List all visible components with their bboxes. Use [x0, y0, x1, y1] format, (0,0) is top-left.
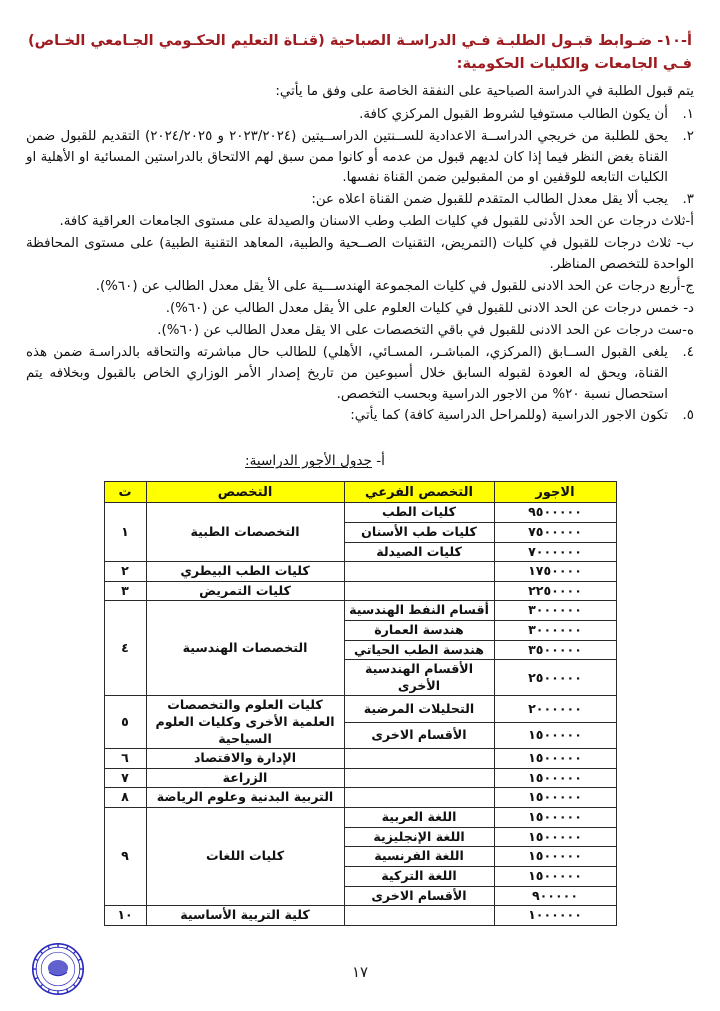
- cell-fee: ٧٥٠٠٠٠٠: [494, 522, 616, 542]
- clause-item: [22, 406, 698, 427]
- cell-index: ٦: [104, 749, 146, 769]
- cell-subspecialty: [344, 562, 494, 582]
- clause-item: [22, 127, 698, 190]
- cell-subspecialty: اللغة التركية: [344, 866, 494, 886]
- cell-fee: ٣٠٠٠٠٠٠: [494, 620, 616, 640]
- clause-item: [22, 190, 698, 211]
- cell-specialty: كليات الطب البيطري: [146, 562, 344, 582]
- intro-paragraph: يتم قبول الطلبة في الدراسة الصباحية على النفقة الخاصة على وفق ما يأتي:: [275, 83, 694, 99]
- fees-table-head: [104, 482, 616, 503]
- cell-subspecialty: كليات الطب: [344, 503, 494, 523]
- cell-fee: ١٥٠٠٠٠٠: [494, 827, 616, 847]
- table-row: [104, 562, 616, 582]
- cell-subspecialty: [344, 581, 494, 601]
- cell-fee: ١٠٠٠٠٠٠: [494, 906, 616, 926]
- cell-specialty: التربية البدنية وعلوم الرياضة: [146, 788, 344, 808]
- table-row: [104, 503, 616, 523]
- clause-text: يلغى القبول الســابق (المركزي، المباشـر، المسـائي، الأهلي) للطالب حال مباشرته والتحاقه بالدراسـة ضمن هذه القناة، ويحق له العودة لقبوله السابق خلال أسبوعين من تاريخ إصدار الأمر الوزاري الخاص بالقبول وبخلافه يتم استحصال نسبة ٢٠% من الاجور الدراسية وبحسب التخصص.: [26, 344, 668, 402]
- fees-table: [104, 481, 617, 925]
- clause-text: يحق للطلبة من خريجي الدراســة الاعدادية للســنتين الدراســيتين (٢٠٢٣/٢٠٢٤ و ٢٠٢٤/٢٠٢٥) التقديم للقبول ضمن القناة بغض النظر فيما إذا كان لديهم قبول من عدمه أو كانوا ممن سبق لهم الالتحاق بالدراستين المسائية او الأهلية او الكليات التابعه للوقفين او من المقبولين ضمن القناة نفسها.: [26, 128, 669, 186]
- cell-specialty: الإدارة والاقتصاد: [146, 749, 344, 769]
- cell-fee: ١٥٠٠٠٠٠: [494, 847, 616, 867]
- cell-subspecialty: اللغة الفرنسية: [344, 847, 494, 867]
- cell-subspecialty: هندسة العمارة: [344, 620, 494, 640]
- clause-number: ٣.: [682, 192, 694, 208]
- cell-specialty: التخصصات الطبية: [146, 503, 344, 562]
- cell-index: ٨: [104, 788, 146, 808]
- cell-subspecialty: [344, 906, 494, 926]
- table-row: [104, 749, 616, 769]
- table-caption-label: جدول الأجور الدراسية:: [245, 453, 372, 470]
- cell-fee: ٢٥٠٠٠٠٠: [494, 660, 616, 696]
- cell-subspecialty: الأقسام الاخرى: [344, 886, 494, 906]
- sub-clause-item: ه-ست درجات عن الحد الادنى للقبول في باقي التخصصات على الا يقل معدل الطالب عن (٦٠%).: [157, 322, 694, 338]
- page-title: أ-١٠- ضـوابط قبـول الطلبـة فـي الدراسـة الصباحية (قنـاة التعليم الحكـومي الجـامعي الخـاص) فـي الجامعات والكليات الحكومية:: [28, 33, 692, 73]
- cell-index: ٩: [104, 808, 146, 906]
- clause-item: [22, 343, 698, 406]
- cell-fee: ٩٥٠٠٠٠٠: [494, 503, 616, 523]
- cell-fee: ٣٥٠٠٠٠٠: [494, 640, 616, 660]
- cell-fee: ١٥٠٠٠٠٠: [494, 722, 616, 748]
- cell-index: ٧: [104, 768, 146, 788]
- table-row: [104, 696, 616, 722]
- cell-specialty: كلية التربية الأساسية: [146, 906, 344, 926]
- page-number: ١٧: [351, 963, 369, 981]
- table-row: [104, 906, 616, 926]
- cell-fee: ١٥٠٠٠٠٠: [494, 808, 616, 828]
- cell-fee: ٧٠٠٠٠٠٠: [494, 542, 616, 562]
- cell-specialty: كليات التمريض: [146, 581, 344, 601]
- column-header-specialty: التخصص: [146, 482, 344, 503]
- cell-fee: ١٥٠٠٠٠٠: [494, 768, 616, 788]
- cell-index: ١: [104, 503, 146, 562]
- sub-clause-item: ب- ثلاث درجات للقبول في كليات (التمريض، التقنيات الصــحية والطبية، المعاهد التقنية الطبية) على مستوى المحافظة الواحدة للتخصص المناظر.: [26, 236, 694, 273]
- column-header-fee: الاجور: [494, 482, 616, 503]
- cell-specialty: كليات العلوم والتخصصات العلمية الأخرى وكليات العلوم السياحية: [146, 696, 344, 749]
- cell-subspecialty: التحليلات المرضية: [344, 696, 494, 722]
- cell-subspecialty: أقسام النفط الهندسية: [344, 601, 494, 621]
- column-header-index: ت: [104, 482, 146, 503]
- cell-subspecialty: اللغة العربية: [344, 808, 494, 828]
- clause-item: [22, 105, 698, 126]
- cell-specialty: كليات اللغات: [146, 808, 344, 906]
- table-row: [104, 788, 616, 808]
- clause-number: ١.: [682, 106, 694, 122]
- sub-clause-item: د- خمس درجات عن الحد الادنى للقبول في كليات العلوم على الأ يقل معدل الطالب عن (٦٠%).: [165, 300, 694, 316]
- cell-subspecialty: هندسة الطب الحياتي: [344, 640, 494, 660]
- cell-subspecialty: [344, 768, 494, 788]
- cell-fee: ١٧٥٠٠٠٠: [494, 562, 616, 582]
- sub-clause-list: [22, 212, 698, 341]
- cell-specialty: الزراعة: [146, 768, 344, 788]
- cell-fee: ١٥٠٠٠٠٠: [494, 866, 616, 886]
- fees-table-body: [104, 503, 616, 925]
- cell-specialty: التخصصات الهندسية: [146, 601, 344, 696]
- clause-text: أن يكون الطالب مستوفيا لشروط القبول المركزي كافة.: [359, 106, 668, 122]
- clause-number: ٥.: [682, 408, 694, 424]
- cell-subspecialty: اللغة الإنجليزية: [344, 827, 494, 847]
- cell-index: ٤: [104, 601, 146, 696]
- table-row: [104, 808, 616, 828]
- cell-subspecialty: كليات طب الأسنان: [344, 522, 494, 542]
- table-caption: [22, 453, 698, 469]
- cell-fee: ٩٠٠٠٠٠: [494, 886, 616, 906]
- table-row: [104, 581, 616, 601]
- sub-clause-item: ج-أربع درجات عن الحد الادنى للقبول في كليات المجموعة الهندســـية على الأ يقل معدل الطالب عن (٦٠%).: [95, 278, 694, 294]
- cell-subspecialty: الأقسام الهندسية الأخرى: [344, 660, 494, 696]
- cell-fee: ١٥٠٠٠٠٠: [494, 788, 616, 808]
- table-row: [104, 768, 616, 788]
- cell-subspecialty: كليات الصيدلة: [344, 542, 494, 562]
- cell-index: ٢: [104, 562, 146, 582]
- cell-index: ٥: [104, 696, 146, 749]
- clause-list-tail: [22, 343, 698, 428]
- cell-index: ٣: [104, 581, 146, 601]
- clause-text: يجب ألا يقل معدل الطالب المتقدم للقبول ضمن القناة اعلاه عن:: [311, 192, 668, 208]
- sub-clause-item: أ-ثلاث درجات عن الحد الأدنى للقبول في كليات الطب وطب الاسنان والصيدلة على مستوى الجامعات العراقية كافة.: [59, 214, 694, 230]
- cell-fee: ٣٠٠٠٠٠٠: [494, 601, 616, 621]
- cell-subspecialty: [344, 788, 494, 808]
- cell-fee: ١٥٠٠٠٠٠: [494, 749, 616, 769]
- clause-number: ٤.: [682, 344, 694, 360]
- column-header-subspecialty: التخصص الفرعي: [344, 482, 494, 503]
- cell-index: ١٠: [104, 906, 146, 926]
- cell-fee: ٢٠٠٠٠٠٠: [494, 696, 616, 722]
- cell-subspecialty: الأقسام الاخرى: [344, 722, 494, 748]
- table-header-row: [104, 482, 616, 503]
- clause-number: ٢.: [682, 128, 694, 144]
- clause-text: تكون الاجور الدراسية (وللمراحل الدراسية كافة) كما يأتي:: [350, 408, 668, 424]
- table-caption-prefix: أ-: [371, 453, 385, 470]
- clause-list: [22, 105, 698, 212]
- table-row: [104, 601, 616, 621]
- cell-fee: ٢٢٥٠٠٠٠: [494, 581, 616, 601]
- cell-subspecialty: [344, 749, 494, 769]
